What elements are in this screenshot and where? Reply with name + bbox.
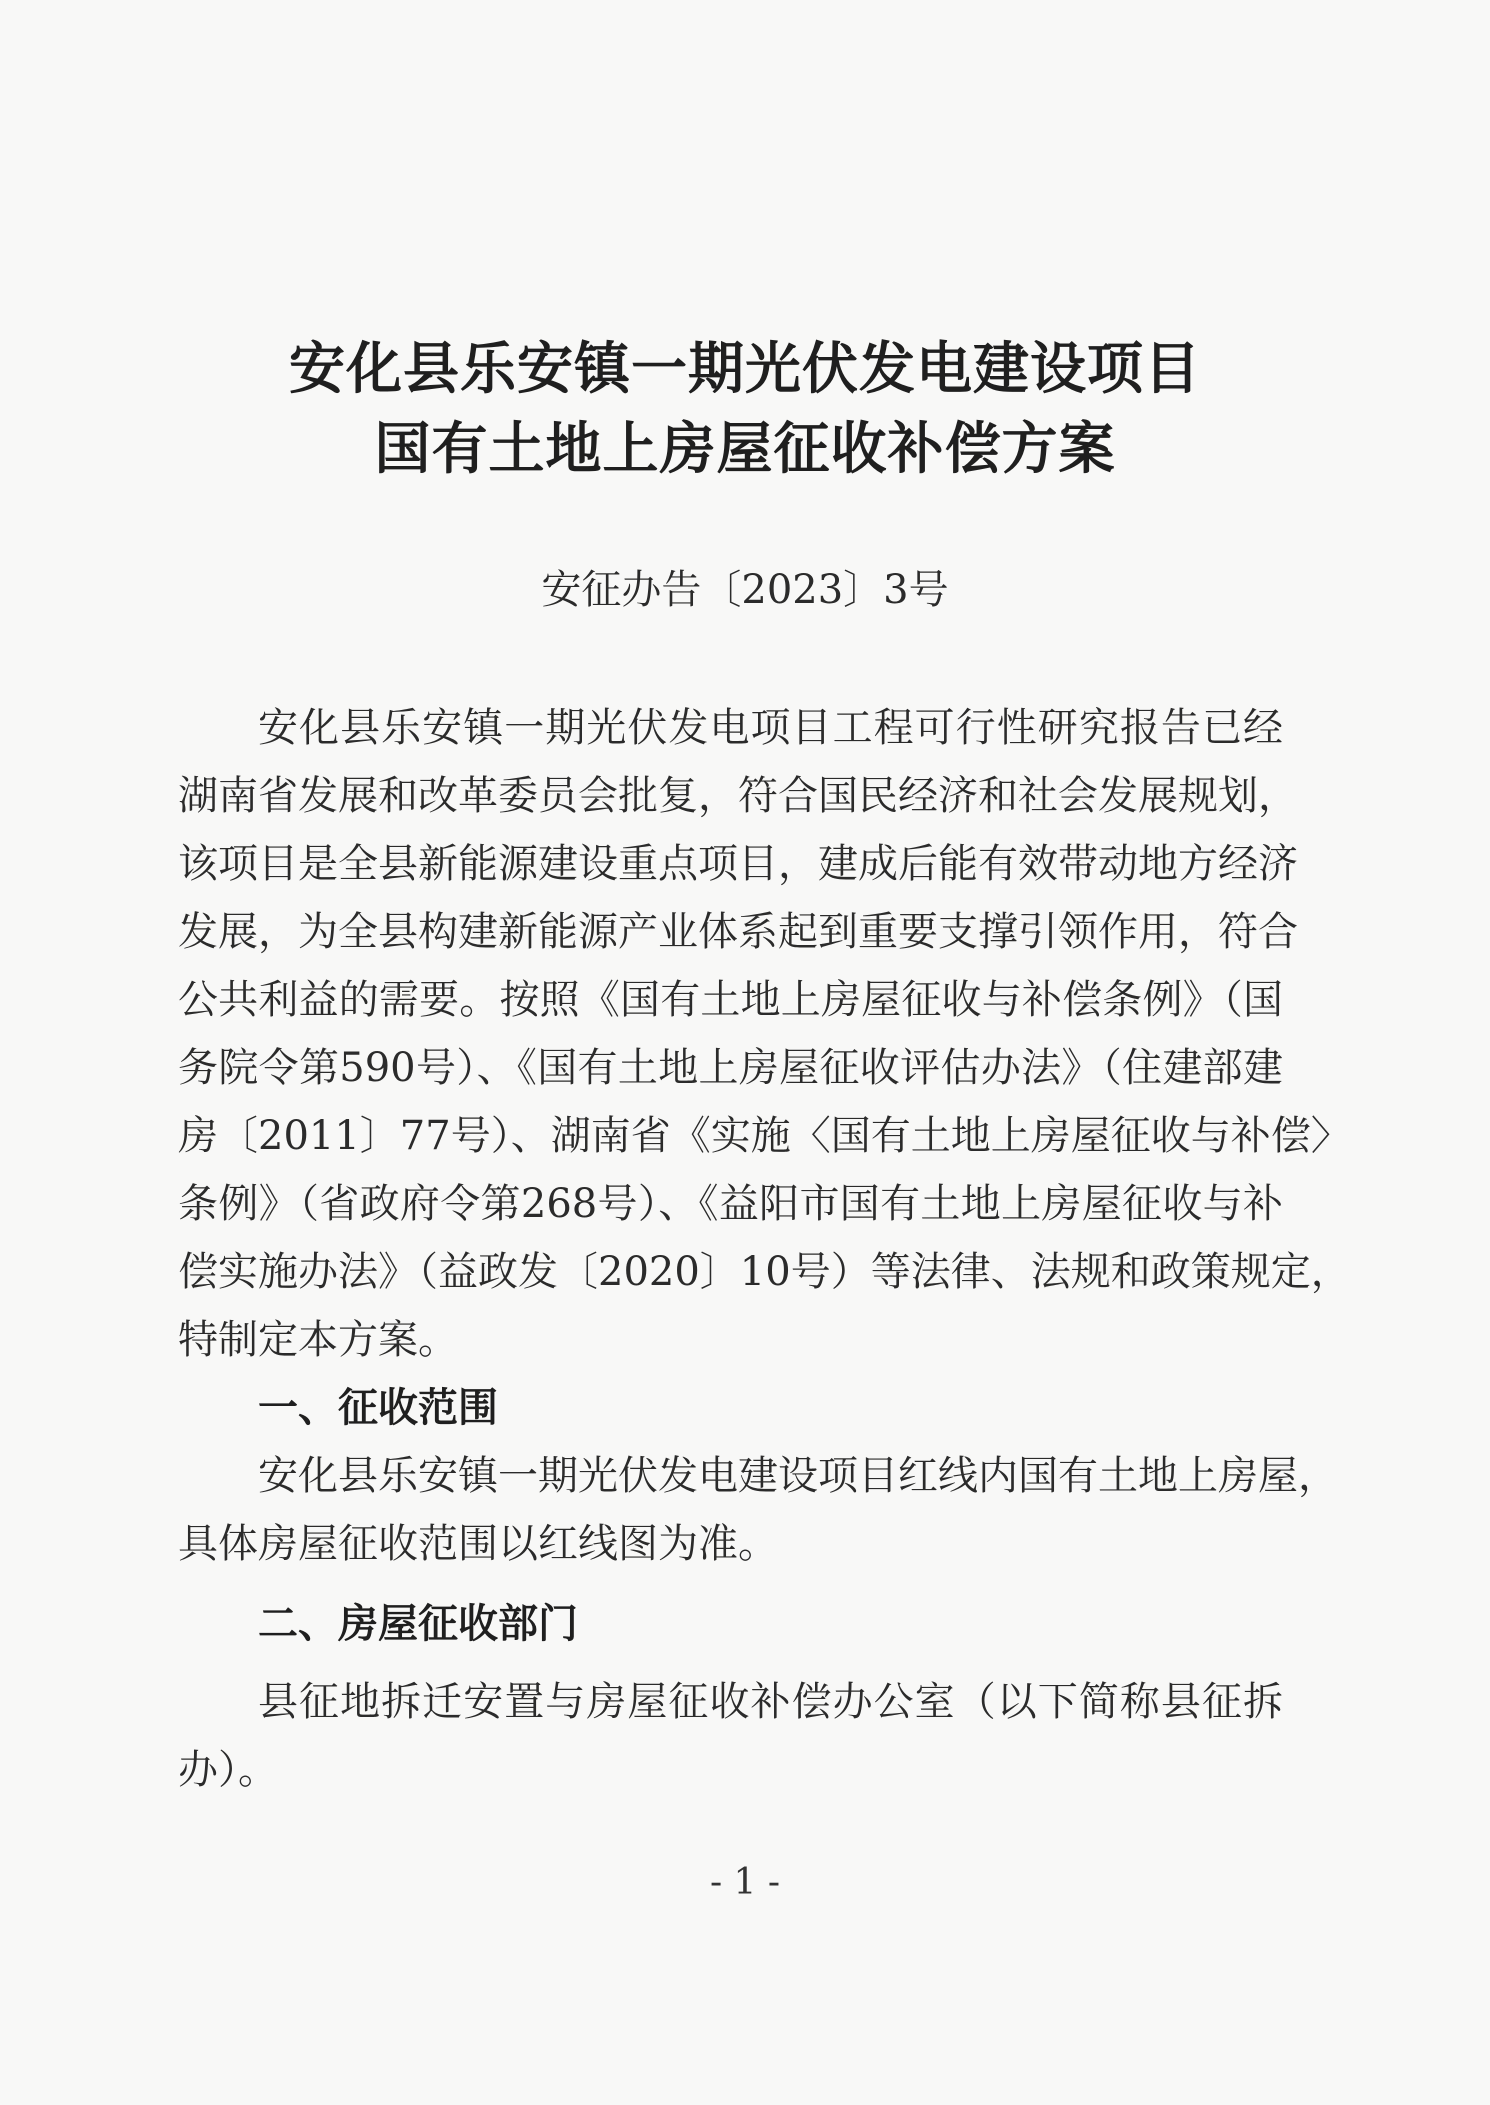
section-1-line: 具体房屋征收范围以红线图为准。	[178, 1521, 778, 1567]
section-2-line: 办）。	[178, 1747, 278, 1793]
preamble-line: 房〔2011〕77号）、湖南省《实施〈国有土地上房屋征收与补偿〉	[178, 1113, 1351, 1159]
section-heading-department: 二、房屋征收部门	[258, 1601, 578, 1647]
preamble-line: 发展，为全县构建新能源产业体系起到重要支撑引领作用，符合	[178, 909, 1298, 955]
document-number: 安征办告〔2023〕3号	[541, 567, 949, 613]
preamble-line: 偿实施办法》（益政发〔2020〕10号）等法律、法规和政策规定，	[178, 1249, 1351, 1295]
preamble-line: 安化县乐安镇一期光伏发电项目工程可行性研究报告已经	[258, 705, 1283, 751]
section-1-line: 安化县乐安镇一期光伏发电建设项目红线内国有土地上房屋，	[258, 1453, 1338, 1499]
preamble-line: 湖南省发展和改革委员会批复，符合国民经济和社会发展规划，	[178, 773, 1298, 819]
preamble-line: 条例》（省政府令第268号）、《益阳市国有土地上房屋征收与补	[178, 1181, 1283, 1227]
preamble-line: 务院令第590号）、《国有土地上房屋征收评估办法》（住建部建	[178, 1045, 1283, 1091]
preamble-line: 公共利益的需要。按照《国有土地上房屋征收与补偿条例》（国	[178, 977, 1283, 1023]
document-title-line-1: 安化县乐安镇一期光伏发电建设项目	[289, 336, 1201, 402]
preamble-line: 该项目是全县新能源建设重点项目，建成后能有效带动地方经济	[178, 841, 1298, 887]
page-number: - 1 -	[709, 1862, 781, 1903]
document-title-line-2: 国有土地上房屋征收补偿方案	[374, 416, 1116, 482]
section-heading-scope: 一、征收范围	[258, 1385, 498, 1431]
preamble-line: 特制定本方案。	[178, 1317, 458, 1363]
section-2-line: 县征地拆迁安置与房屋征收补偿办公室（以下简称县征拆	[258, 1679, 1283, 1725]
